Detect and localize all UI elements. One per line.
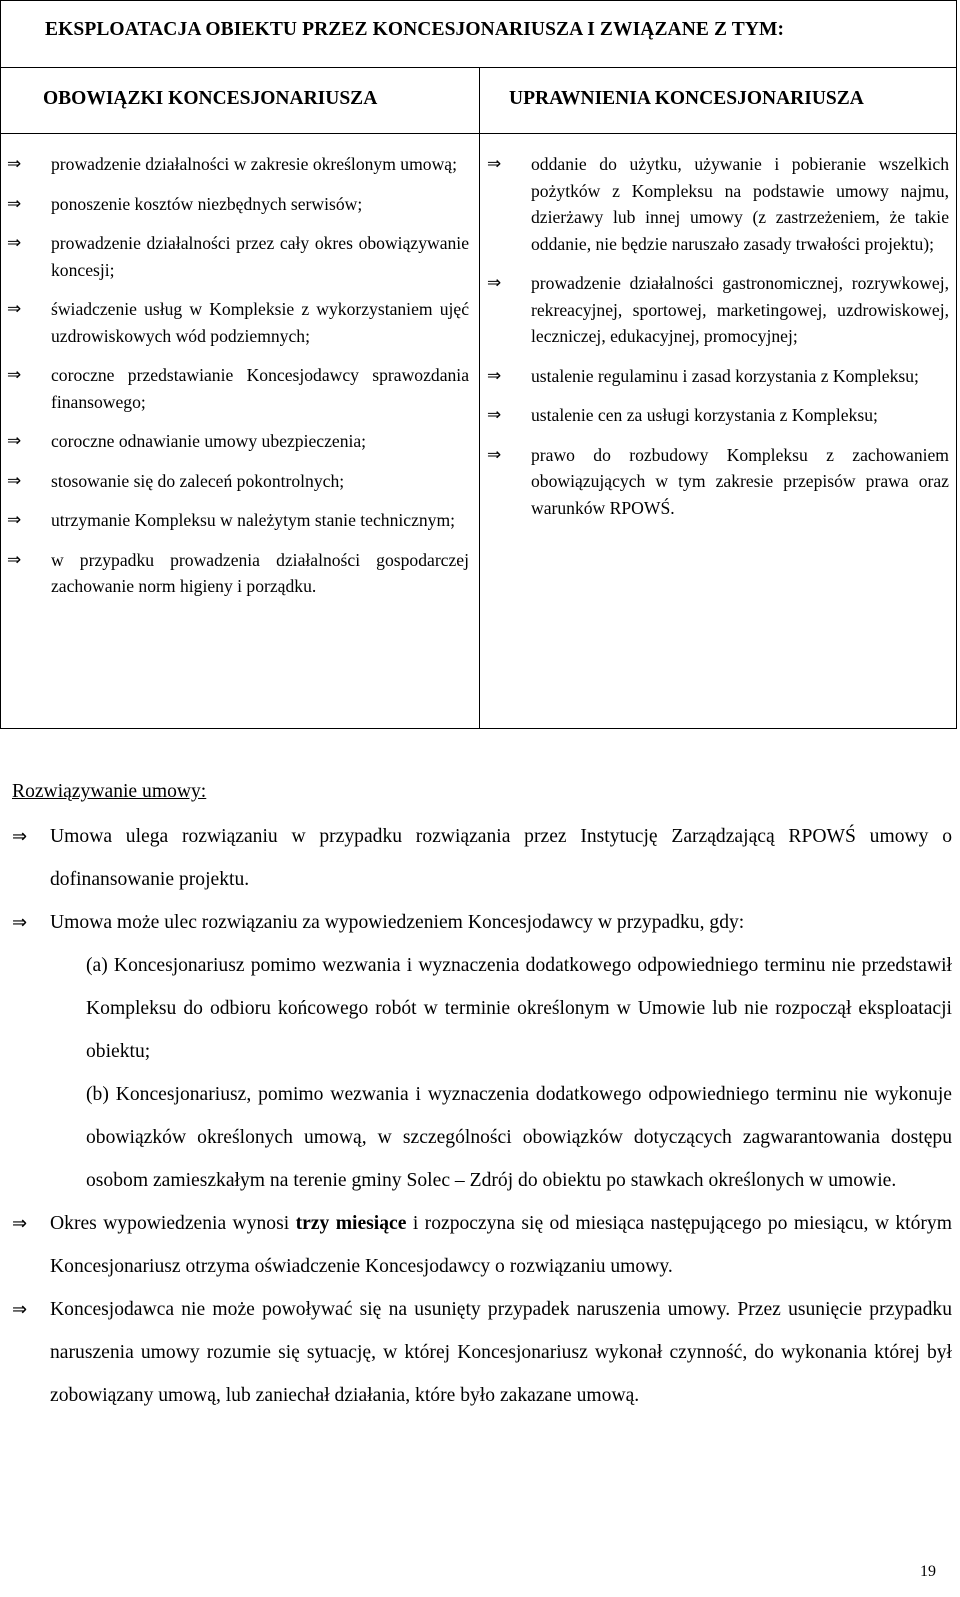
concession-table (0, 0, 957, 729)
obligations-list (7, 151, 469, 613)
list-item: ⇒ prowadzenie działalności gastronomicznej, rozrywkowej, rekreacyjnej, sportowej, marketingowej, uzdrowiskowej, leczniczej, edukacyjnej, promocyjnej; (487, 270, 949, 350)
list-item: ⇒ utrzymanie Kompleksu w należytym stanie technicznym; (7, 507, 469, 534)
list-item: ⇒ coroczne przedstawianie Koncesjodawcy sprawozdania finansowego; (7, 362, 469, 415)
table-title: EKSPLOATACJA OBIEKTU PRZEZ KONCESJONARIUSZA I ZWIĄZANE Z TYM: (45, 19, 785, 40)
arrow-icon: ⇒ (7, 470, 22, 491)
list-item: ⇒ oddanie do użytku, używanie i pobieranie wszelkich pożytków z Kompleksu na podstawie umowy najmu, dzierżawy lub innej umowy (z zastrzeżeniem, że takie oddanie, nie będzie naruszało zasady trwałości projektu); (487, 151, 949, 257)
section-heading: Rozwiązywanie umowy: (12, 781, 207, 802)
rights-header: UPRAWNIENIA KONCESJONARIUSZA (509, 88, 864, 109)
list-item: ⇒ ponoszenie kosztów niezbędnych serwisów; (7, 191, 469, 218)
obligations-header: OBOWIĄZKI KONCESJONARIUSZA (43, 88, 378, 109)
arrow-icon: ⇒ (487, 273, 502, 293)
arrow-icon: ⇒ (7, 549, 22, 570)
list-item: ⇒ ustalenie regulaminu i zasad korzystania z Kompleksu; (487, 363, 949, 390)
arrow-icon: ⇒ (487, 365, 502, 386)
list-item: ⇒ ustalenie cen za usługi korzystania z Kompleksu; (487, 402, 949, 429)
arrow-icon: ⇒ (7, 510, 22, 530)
arrow-icon: ⇒ (7, 154, 22, 174)
sub-clause-a: (a) Koncesjonariusz pomimo wezwania i wyznaczenia dodatkowego odpowiedniego terminu nie przedstawił Kompleksu do odbioru końcowego robót w terminie określonym w Umowie lub nie rozpoczął eksploatacji obiektu; (86, 955, 952, 1062)
arrow-icon: ⇒ (12, 1213, 28, 1234)
arrow-icon: ⇒ (7, 193, 22, 214)
arrow-icon: ⇒ (487, 154, 502, 174)
list-item: ⇒ coroczne odnawianie umowy ubezpieczenia; (7, 428, 469, 455)
column-divider (479, 67, 480, 728)
arrow-icon: ⇒ (487, 444, 502, 465)
list-item: ⇒ prowadzenie działalności przez cały okres obowiązywanie koncesji; (7, 230, 469, 283)
list-item: ⇒ prowadzenie działalności w zakresie określonym umową; (7, 151, 469, 178)
arrow-icon: ⇒ (12, 912, 28, 933)
paragraph: ⇒ Umowa ulega rozwiązaniu w przypadku rozwiązania przez Instytucję Zarządzającą RPOWŚ umowy o dofinansowanie projektu. (12, 815, 952, 901)
arrow-icon: ⇒ (12, 1299, 28, 1320)
page-number: 19 (920, 1563, 936, 1580)
list-item: ⇒ prawo do rozbudowy Kompleksu z zachowaniem obowiązujących w tym zakresie przepisów prawa oraz warunków RPOWŚ. (487, 442, 949, 522)
sub-clause-b: (b) Koncesjonariusz, pomimo wezwania i wyznaczenia dodatkowego odpowiedniego terminu nie wykonuje obowiązków określonych umową, w szczególności obowiązków dotyczących zagwarantowania dostępu osobom zamieszkałym na terenie gminy Solec – Zdrój do obiektu po stawkach określonych w umowie. (86, 1084, 952, 1191)
arrow-icon: ⇒ (7, 233, 22, 253)
list-item: ⇒ stosowanie się do zaleceń pokontrolnych; (7, 468, 469, 495)
list-item: ⇒ w przypadku prowadzenia działalności gospodarczej zachowanie norm higieny i porządku. (7, 547, 469, 600)
paragraph: ⇒ Koncesjodawca nie może powoływać się na usunięty przypadek naruszenia umowy. Przez usunięcie przypadku naruszenia umowy rozumie się sytuację, w której Koncesjonariusz wykonał czynność, do wykonania której był zobowiązany umową, lub zaniechał działania, które było zakazane umową. (12, 1288, 952, 1417)
table-title-row (1, 1, 956, 68)
arrow-icon: ⇒ (7, 299, 22, 319)
paragraph: ⇒ Okres wypowiedzenia wynosi trzy miesiące i rozpoczyna się od miesiąca następującego po miesiącu, w którym Koncesjonariusz otrzyma oświadczenie Koncesjodawcy o rozwiązaniu umowy. (12, 1202, 952, 1288)
arrow-icon: ⇒ (487, 405, 502, 425)
termination-section (12, 770, 952, 1417)
list-item: ⇒ świadczenie usług w Kompleksie z wykorzystaniem ujęć uzdrowiskowych wód podziemnych; (7, 296, 469, 349)
arrow-icon: ⇒ (12, 826, 28, 847)
paragraph: ⇒ Umowa może ulec rozwiązaniu za wypowiedzeniem Koncesjodawcy w przypadku, gdy: (a) Koncesjonariusz pomimo wezwania i wyznaczenia dodatkowego odpowiedniego terminu nie przedstawił Kompleksu do odbioru końcowego robót w terminie określonym w Umowie lub nie rozpoczął eksploatacji obiektu; (b) Koncesjonariusz, pomimo wezwania i wyznaczenia dodatkowego odpowiedniego terminu nie wykonuje obowiązków określonych umową, w szczególności obowiązków dotyczących zagwarantowania dostępu osobom zamieszkałym na terenie gminy Solec – Zdrój do obiektu po stawkach określonych w umowie. (12, 901, 952, 1202)
arrow-icon: ⇒ (7, 365, 22, 385)
rights-list (487, 151, 949, 534)
arrow-icon: ⇒ (7, 431, 22, 451)
emphasis: trzy miesiące (295, 1213, 407, 1234)
